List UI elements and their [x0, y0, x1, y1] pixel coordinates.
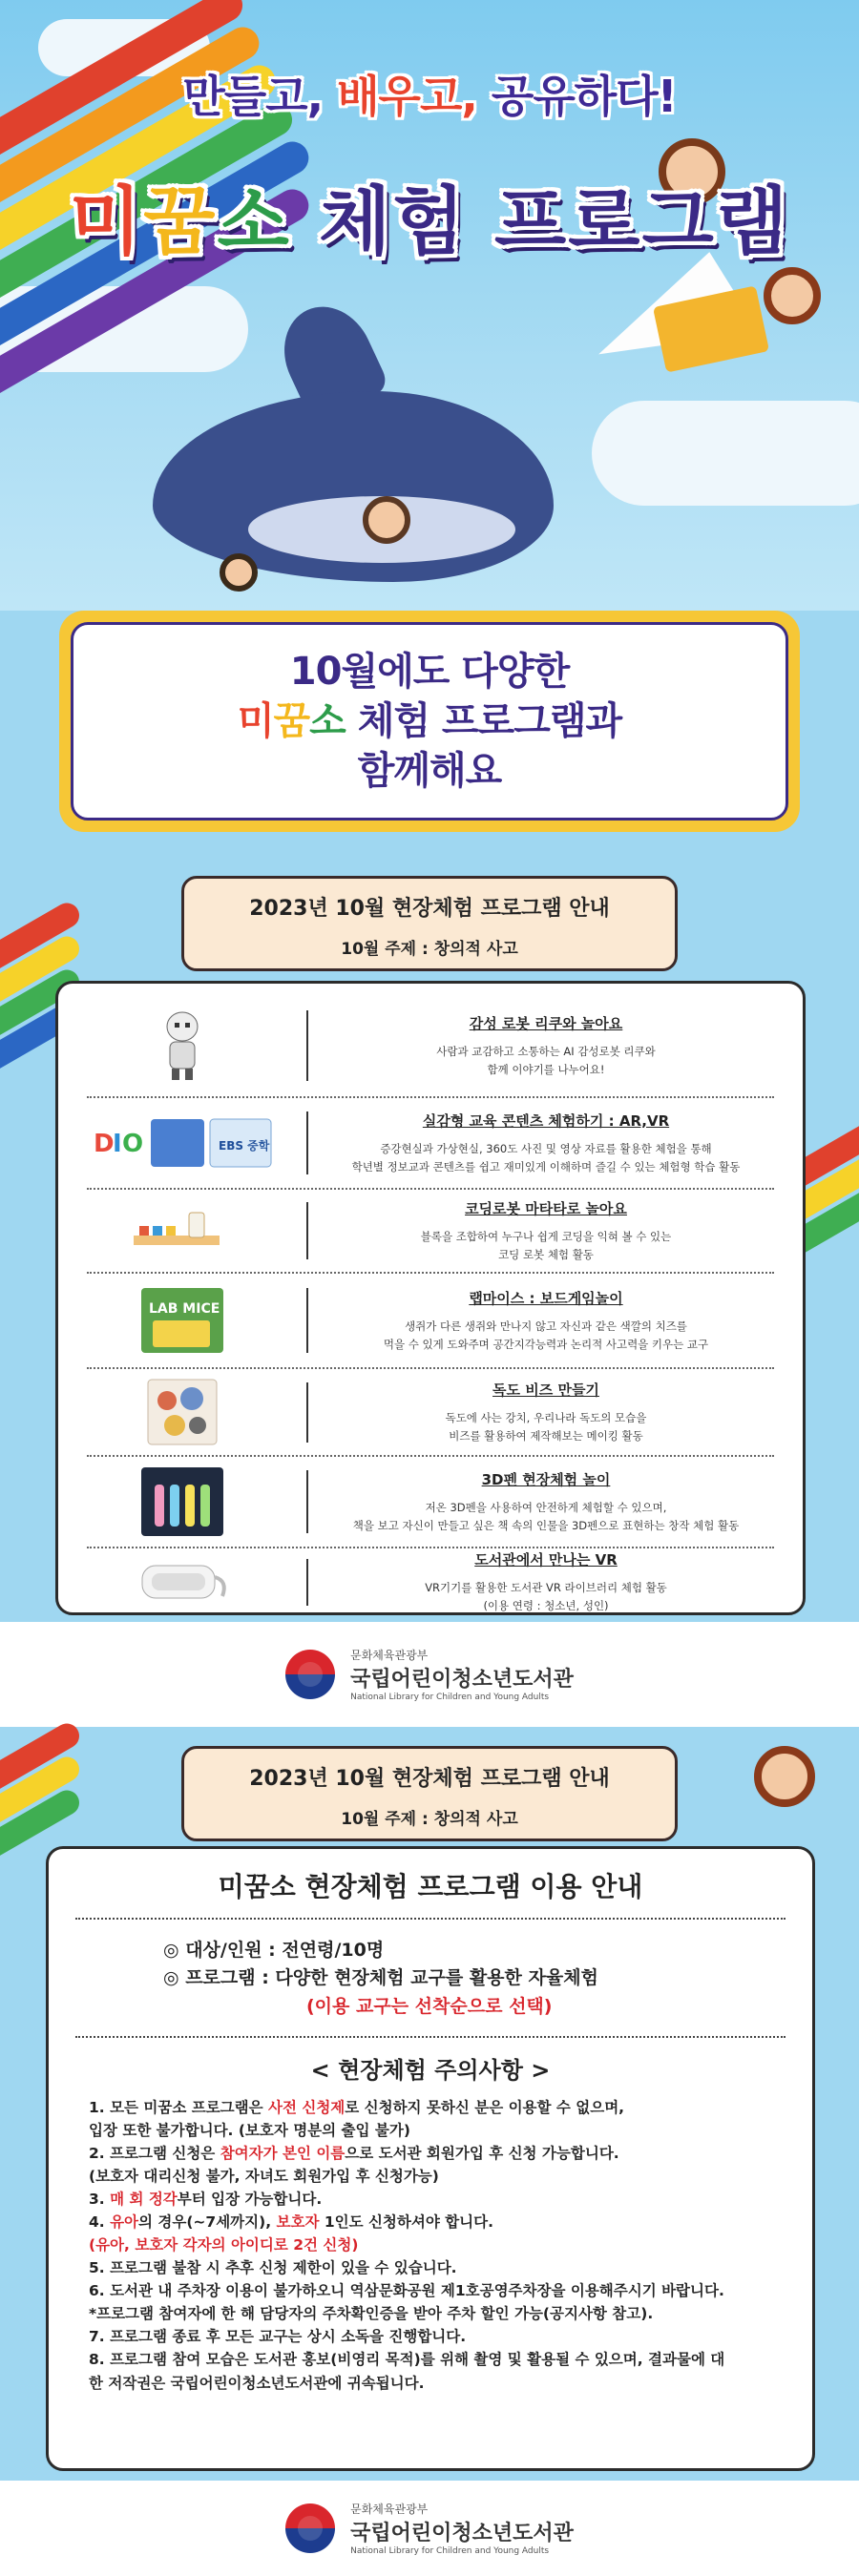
program-title: 실감형 교육 콘텐츠 체험하기 : AR,VR [422, 1111, 670, 1130]
coding-robot-icon [87, 1190, 278, 1272]
rule-line: 4. 유아의 경우(~7세까지), 보호자 1인도 신청하셔야 합니다. [89, 2213, 494, 2232]
program-desc: 독도에 사는 강치, 우리나라 독도의 모습을 비즈를 활용하여 제작해보는 메이킹 활동 [445, 1410, 647, 1443]
program-title: 도서관에서 만나는 VR [474, 1550, 618, 1568]
callout-line-1: 10월에도 다양한 [289, 650, 570, 694]
svg-text:I: I [113, 1130, 122, 1158]
beads-icon [87, 1369, 278, 1455]
svg-text:O: O [122, 1130, 144, 1158]
robot-icon [87, 995, 278, 1096]
list-item [87, 995, 774, 1098]
rule-line: 입장 또한 불가합니다. (보호자 명분의 출입 불가) [89, 2122, 410, 2140]
rule-line: 3. 매 회 정각부터 입장 가능합니다. [89, 2191, 323, 2209]
rule-line: *프로그램 참여자에 한 해 담당자의 주차확인증을 받아 주차 할인 가능(공지사항 참고). [89, 2305, 654, 2323]
program-desc: 생쥐가 다른 생쥐와 만나지 않고 자신과 같은 색깔의 치즈를 먹을 수 있게 도와주며 공간지각능력과 논리적 사고력을 키우는 교구 [383, 1319, 709, 1351]
guide-program-note: (이용 교구는 선착순으로 선택) [306, 1995, 553, 2017]
rule-line: 7. 프로그램 종료 후 모든 교구는 상시 소독을 진행합니다. [89, 2328, 467, 2346]
svg-text:D: D [94, 1130, 115, 1158]
guide-program: ◎ 프로그램 : 다양한 현장체험 교구를 활용한 자율체험 [163, 1967, 598, 1989]
list-item [87, 1274, 774, 1369]
list-item [87, 1548, 774, 1615]
hero-slogan: 만들고, 배우고, 공유하다! [182, 71, 677, 122]
library-name: 국립어린이청소년도서관 [350, 1668, 574, 1692]
list-item [87, 1190, 774, 1274]
rule-line: (보호자 대리신청 불가, 자녀도 회원가입 후 신청가능) [89, 2168, 439, 2186]
section-title: 2023년 10월 현장체험 프로그램 안내 [249, 1767, 610, 1791]
program-desc: 사람과 교감하고 소통하는 AI 감성로봇 리쿠와 함께 이야기를 나누어요! [436, 1044, 656, 1076]
program-desc: VR기기를 활용한 도서관 VR 라이브러리 체험 활동 (이용 연령 : 청소년, 성인) [425, 1580, 667, 1612]
rule-line: 2. 프로그램 신청은 참여자가 본인 이름으로 도서관 회원가입 후 신청 가능합니다. [89, 2145, 619, 2163]
caution-title: < 현장체험 주의사항 > [310, 2057, 551, 2085]
callout-line-3: 함께해요 [357, 749, 502, 793]
section-title: 2023년 10월 현장체험 프로그램 안내 [249, 897, 610, 921]
rule-line: (유아, 보호자 각자의 아이디로 2건 신청) [89, 2236, 359, 2254]
rule-line: 6. 도서관 내 주차장 이용이 불가하오니 역삼문화공원 제1호공영주차장을 이용해주시기 바랍니다. [89, 2282, 724, 2300]
guide-target: ◎ 대상/인원 : 전연령/10명 [163, 1940, 385, 1961]
program-desc: 블록을 조합하여 누구나 쉽게 코딩을 익혀 볼 수 있는 코딩 로봇 체험 활동 [420, 1229, 672, 1261]
footer-logo-2 [0, 2481, 859, 2576]
svg-text:LAB MICE: LAB MICE [149, 1301, 220, 1317]
library-name: 국립어린이청소년도서관 [350, 2522, 574, 2545]
callout-line-2: 미꿈소 체험 프로그램과 [237, 699, 622, 743]
program-title: 랩마이스 : 보드게임놀이 [469, 1289, 623, 1307]
guide-meta [75, 1920, 786, 2038]
program-desc: 증강현실과 가상현실, 360도 사진 및 영상 자료를 활용한 체험을 통해 학년별 정보교과 콘텐츠를 쉽고 재미있게 이해하며 즐길 수 있는 체험형 학습 활동 [351, 1141, 741, 1174]
ministry-label: 문화체육관광부 [350, 1649, 429, 1662]
usage-guide [46, 1846, 815, 2471]
section-theme: 10월 주제 : 창의적 사고 [341, 940, 518, 959]
lab-mice-icon [87, 1274, 278, 1367]
program-title: 3D펜 현장체험 놀이 [481, 1470, 611, 1488]
3d-pen-icon [87, 1457, 278, 1547]
rule-line: 한 저작권은 국립어린이청소년도서관에 귀속됩니다. [89, 2374, 425, 2392]
vr-headset-icon [87, 1548, 278, 1615]
rule-line: 1. 모든 미꿈소 프로그램은 사전 신청제로 신청하지 못하신 분은 이용할 수 없으며, [89, 2099, 625, 2117]
taegeuk-logo-icon [285, 2503, 335, 2553]
library-name-en: National Library for Children and Young Adults [350, 1693, 550, 1702]
section-theme: 10월 주제 : 창의적 사고 [341, 1810, 518, 1829]
section-header-2 [181, 1746, 678, 1841]
footer-logo-1 [0, 1622, 859, 1727]
program-title: 독도 비즈 만들기 [492, 1381, 599, 1399]
hero-banner [0, 0, 859, 611]
ministry-label: 문화체육관광부 [350, 2503, 429, 2516]
program-desc: 저온 3D펜을 사용하여 안전하게 체험할 수 있으며, 책을 보고 자신이 만들고 싶은 책 속의 인물을 3D펜으로 표현하는 창작 체험 활동 [352, 1500, 740, 1532]
list-item [87, 1457, 774, 1548]
list-item [87, 1098, 774, 1190]
program-list [55, 981, 806, 1615]
section-header-1 [181, 876, 678, 971]
dio-ebs-icon [87, 1098, 278, 1188]
hero-title: 미꿈소 체험 프로그램 [69, 179, 790, 265]
library-name-en: National Library for Children and Young Adults [350, 2546, 550, 2556]
rule-line: 8. 프로그램 참여 모습은 도서관 홍보(비영리 목적)를 위해 촬영 및 활용될 수 있으며, 결과물에 대 [89, 2351, 725, 2369]
program-title: 감성 로봇 리쿠와 놀아요 [469, 1014, 623, 1032]
rule-line: 5. 프로그램 불참 시 추후 신청 제한이 있을 수 있습니다. [89, 2259, 457, 2277]
guide-title: 미꿈소 현장체험 프로그램 이용 안내 [75, 1866, 786, 1920]
taegeuk-logo-icon [285, 1650, 335, 1699]
list-item [87, 1369, 774, 1457]
program-title: 코딩로봇 마타타로 놀아요 [465, 1199, 627, 1217]
svg-text:EBS 중학: EBS 중학 [219, 1139, 270, 1153]
october-callout [59, 611, 800, 832]
